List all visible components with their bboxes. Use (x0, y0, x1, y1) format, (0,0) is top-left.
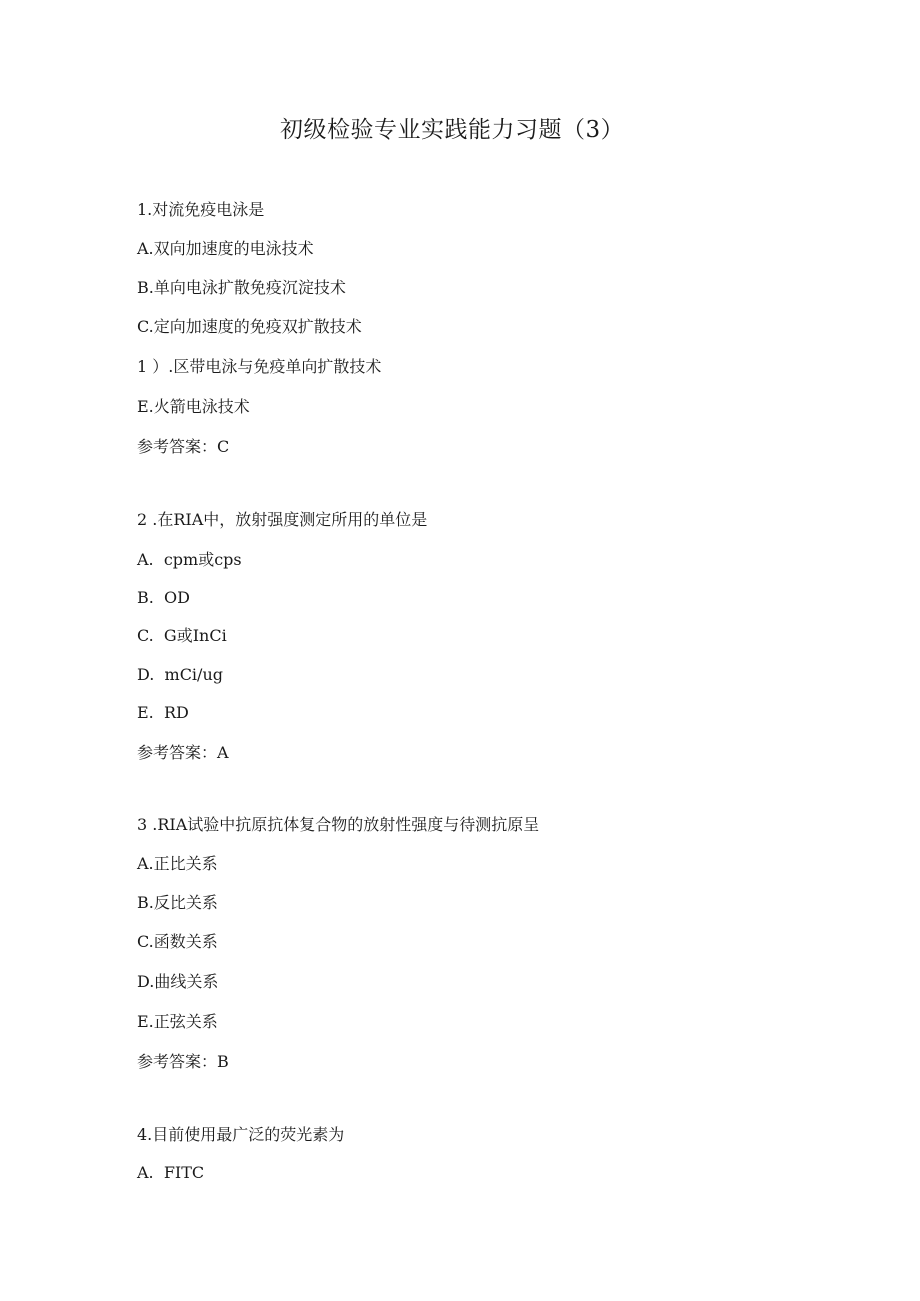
question-stem: 4.目前使用最广泛的荧光素为 (137, 1125, 345, 1144)
option-a: A. cpm或cps (137, 550, 242, 569)
document-title: 初级检验专业实践能力习题（3） (280, 117, 625, 143)
option-b: B. OD (137, 588, 190, 607)
option-d: D.曲线关系 (137, 972, 219, 991)
question-stem: 1.对流免疫电泳是 (137, 200, 265, 219)
option-c: C.定向加速度的免疫双扩散技术 (137, 317, 362, 336)
answer: 参考答案：B (137, 1052, 229, 1071)
option-c: C. G或InCi (137, 626, 227, 645)
option-a: A.正比关系 (137, 854, 218, 873)
option-d: 1 ）.区带电泳与免疫单向扩散技术 (137, 357, 382, 376)
option-a: A.双向加速度的电泳技术 (137, 239, 314, 258)
option-c: C.函数关系 (137, 932, 218, 951)
option-a: A. FITC (137, 1163, 205, 1182)
answer: 参考答案：C (137, 437, 230, 456)
option-b: B.单向电泳扩散免疫沉淀技术 (137, 278, 346, 297)
option-e: E.火箭电泳技术 (137, 397, 250, 416)
option-b: B.反比关系 (137, 893, 218, 912)
option-e: E. RD (137, 703, 189, 722)
question-stem: 2 .在RIA中，放射强度测定所用的单位是 (137, 510, 428, 529)
answer: 参考答案：A (137, 743, 229, 762)
option-d: D. mCi/ug (137, 665, 223, 684)
question-stem: 3 .RIA试验中抗原抗体复合物的放射性强度与待测抗原呈 (137, 815, 540, 834)
option-e: E.正弦关系 (137, 1012, 218, 1031)
